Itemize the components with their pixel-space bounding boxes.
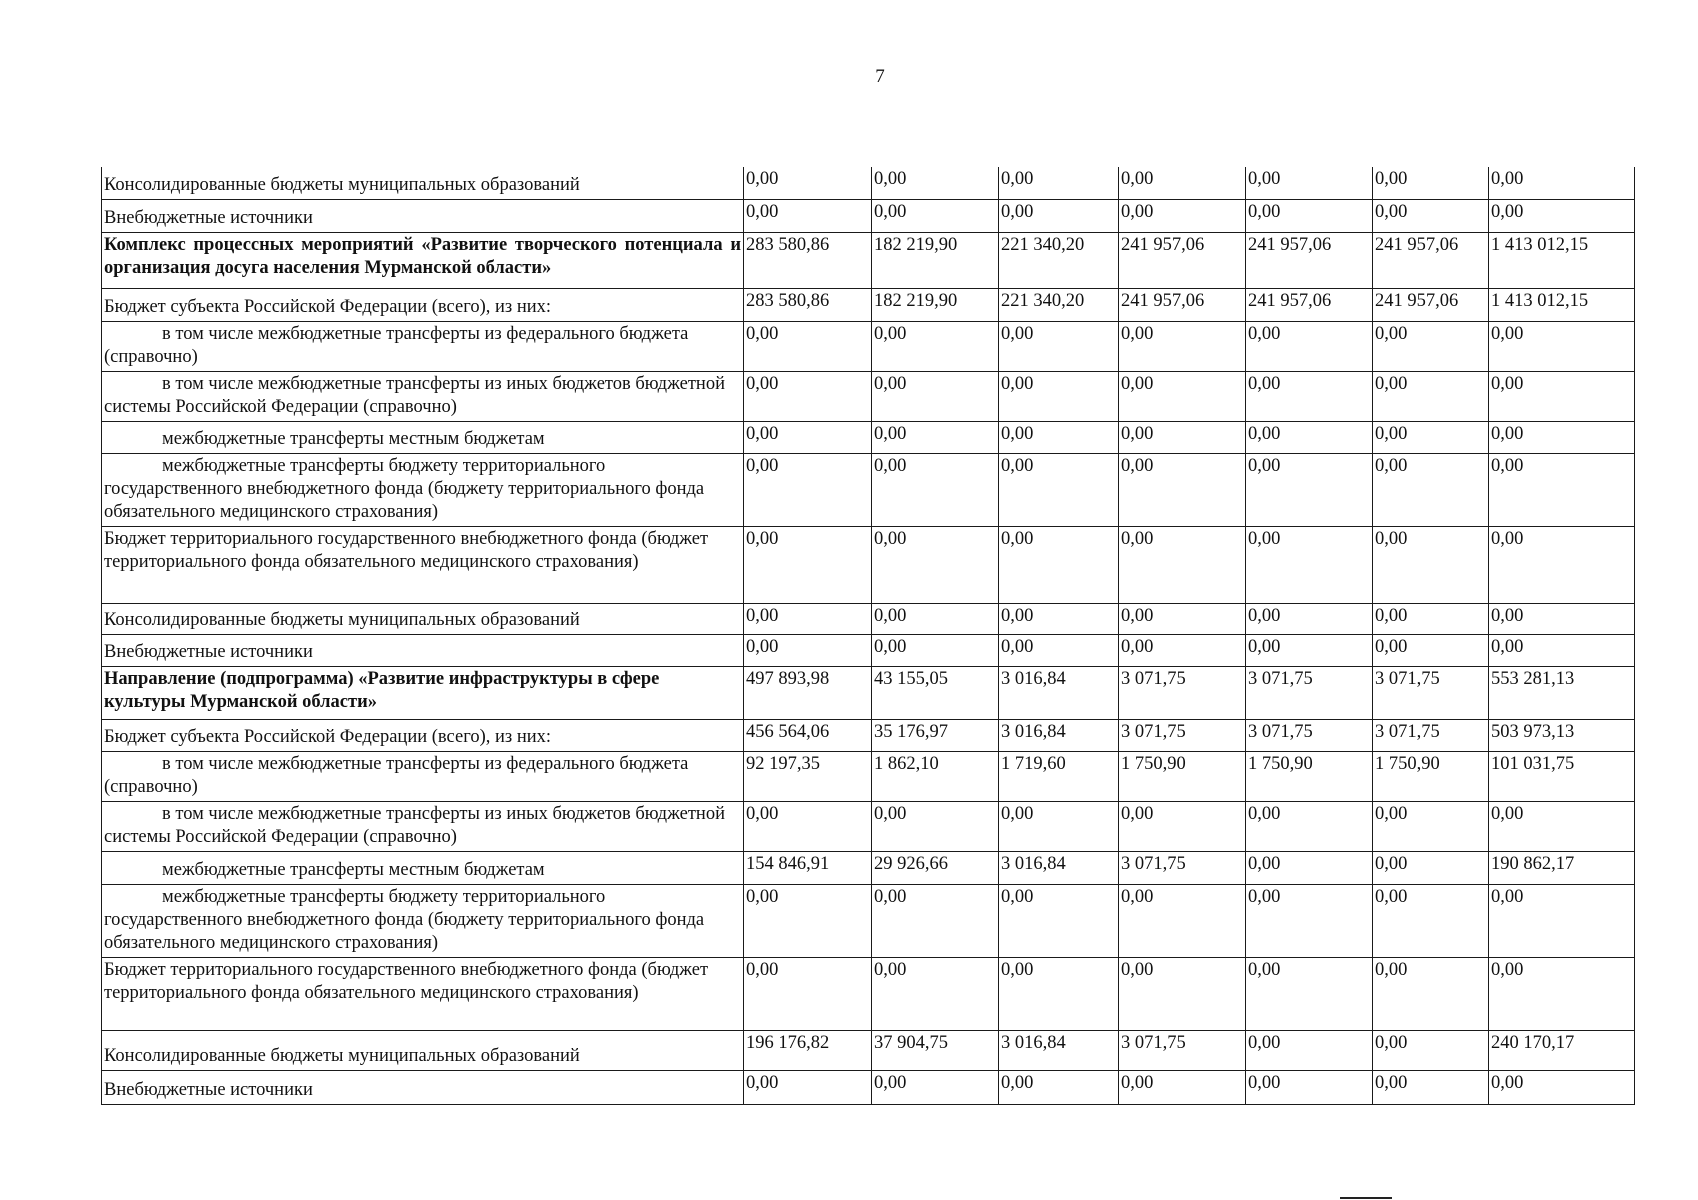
value-cell: 0,00 xyxy=(1489,957,1635,1030)
table-row xyxy=(102,232,1635,288)
value-cell: 0,00 xyxy=(1119,1070,1246,1104)
row-label: Консолидированные бюджеты муниципальных образований xyxy=(102,1030,744,1070)
table-row xyxy=(102,453,1635,526)
row-label: межбюджетные трансферты бюджету территориального государственного внебюджетного фонда (бюджету территориального фонда обязательного медицинского страхования) xyxy=(102,884,744,957)
value-cell: 0,00 xyxy=(1246,453,1373,526)
table-row xyxy=(102,801,1635,851)
value-cell: 3 071,75 xyxy=(1373,666,1489,719)
value-cell: 0,00 xyxy=(1373,371,1489,421)
row-label: межбюджетные трансферты местным бюджетам xyxy=(102,421,744,453)
value-cell: 0,00 xyxy=(999,453,1119,526)
value-cell: 0,00 xyxy=(1373,957,1489,1030)
value-cell: 241 957,06 xyxy=(1246,232,1373,288)
value-cell: 35 176,97 xyxy=(872,719,999,751)
table-row xyxy=(102,666,1635,719)
table-row xyxy=(102,603,1635,634)
value-cell: 283 580,86 xyxy=(744,232,872,288)
value-cell: 0,00 xyxy=(744,884,872,957)
value-cell: 0,00 xyxy=(744,371,872,421)
value-cell: 0,00 xyxy=(1373,167,1489,199)
value-cell: 29 926,66 xyxy=(872,851,999,884)
value-cell: 0,00 xyxy=(1246,957,1373,1030)
value-cell: 0,00 xyxy=(1373,801,1489,851)
value-cell: 0,00 xyxy=(1119,634,1246,666)
value-cell: 503 973,13 xyxy=(1489,719,1635,751)
value-cell: 240 170,17 xyxy=(1489,1030,1635,1070)
value-cell: 1 750,90 xyxy=(1246,751,1373,801)
row-label: Консолидированные бюджеты муниципальных образований xyxy=(102,603,744,634)
value-cell: 0,00 xyxy=(744,453,872,526)
value-cell: 456 564,06 xyxy=(744,719,872,751)
value-cell: 221 340,20 xyxy=(999,232,1119,288)
value-cell: 0,00 xyxy=(1246,371,1373,421)
value-cell: 0,00 xyxy=(1489,1070,1635,1104)
table-row xyxy=(102,851,1635,884)
value-cell: 196 176,82 xyxy=(744,1030,872,1070)
value-cell: 0,00 xyxy=(1119,603,1246,634)
value-cell: 1 413 012,15 xyxy=(1489,232,1635,288)
value-cell: 0,00 xyxy=(744,634,872,666)
row-label: Внебюджетные источники xyxy=(102,634,744,666)
value-cell: 0,00 xyxy=(1246,851,1373,884)
row-label: Бюджет территориального государственного внебюджетного фонда (бюджет территориального фонда обязательного медицинского страхования) xyxy=(102,526,744,603)
page-number: 7 xyxy=(875,66,885,87)
value-cell: 221 340,20 xyxy=(999,288,1119,321)
table-row xyxy=(102,634,1635,666)
value-cell: 0,00 xyxy=(872,884,999,957)
value-cell: 0,00 xyxy=(744,1070,872,1104)
table-row xyxy=(102,751,1635,801)
value-cell: 0,00 xyxy=(1246,1030,1373,1070)
value-cell: 0,00 xyxy=(1489,199,1635,232)
row-label: Бюджет субъекта Российской Федерации (всего), из них: xyxy=(102,288,744,321)
value-cell: 0,00 xyxy=(744,957,872,1030)
value-cell: 190 862,17 xyxy=(1489,851,1635,884)
value-cell: 0,00 xyxy=(872,421,999,453)
row-label: в том числе межбюджетные трансферты из федерального бюджета (справочно) xyxy=(102,321,744,371)
value-cell: 0,00 xyxy=(1373,453,1489,526)
value-cell: 3 016,84 xyxy=(999,1030,1119,1070)
value-cell: 0,00 xyxy=(999,167,1119,199)
row-label: Комплекс процессных мероприятий «Развитие творческого потенциала и организация досуга населения Мурманской области» xyxy=(102,232,744,288)
value-cell: 0,00 xyxy=(1373,421,1489,453)
value-cell: 0,00 xyxy=(872,167,999,199)
value-cell: 0,00 xyxy=(1119,801,1246,851)
row-label: Направление (подпрограмма) «Развитие инфраструктуры в сфере культуры Мурманской области» xyxy=(102,666,744,719)
value-cell: 182 219,90 xyxy=(872,232,999,288)
value-cell: 0,00 xyxy=(1373,526,1489,603)
value-cell: 241 957,06 xyxy=(1246,288,1373,321)
value-cell: 0,00 xyxy=(1489,526,1635,603)
value-cell: 0,00 xyxy=(999,526,1119,603)
table-row xyxy=(102,719,1635,751)
table-row xyxy=(102,321,1635,371)
value-cell: 0,00 xyxy=(872,634,999,666)
value-cell: 0,00 xyxy=(1119,199,1246,232)
row-label: Бюджет территориального государственного внебюджетного фонда (бюджет территориального фонда обязательного медицинского страхования) xyxy=(102,957,744,1030)
scan-mark-divider xyxy=(1340,1197,1392,1199)
value-cell: 101 031,75 xyxy=(1489,751,1635,801)
value-cell: 0,00 xyxy=(1246,199,1373,232)
value-cell: 3 071,75 xyxy=(1119,666,1246,719)
value-cell: 0,00 xyxy=(999,884,1119,957)
value-cell: 3 071,75 xyxy=(1246,666,1373,719)
value-cell: 0,00 xyxy=(999,421,1119,453)
value-cell: 0,00 xyxy=(1246,321,1373,371)
value-cell: 241 957,06 xyxy=(1119,232,1246,288)
value-cell: 0,00 xyxy=(999,321,1119,371)
value-cell: 0,00 xyxy=(1373,884,1489,957)
value-cell: 3 016,84 xyxy=(999,666,1119,719)
value-cell: 0,00 xyxy=(872,199,999,232)
value-cell: 37 904,75 xyxy=(872,1030,999,1070)
value-cell: 241 957,06 xyxy=(1119,288,1246,321)
table-row xyxy=(102,199,1635,232)
value-cell: 3 016,84 xyxy=(999,851,1119,884)
value-cell: 0,00 xyxy=(1373,634,1489,666)
value-cell: 0,00 xyxy=(1373,199,1489,232)
row-label: Внебюджетные источники xyxy=(102,1070,744,1104)
value-cell: 0,00 xyxy=(1246,603,1373,634)
value-cell: 0,00 xyxy=(1373,851,1489,884)
value-cell: 0,00 xyxy=(1489,884,1635,957)
value-cell: 0,00 xyxy=(872,371,999,421)
value-cell: 0,00 xyxy=(999,1070,1119,1104)
value-cell: 0,00 xyxy=(1246,884,1373,957)
value-cell: 0,00 xyxy=(1246,421,1373,453)
value-cell: 0,00 xyxy=(1489,371,1635,421)
value-cell: 0,00 xyxy=(744,167,872,199)
table-row xyxy=(102,957,1635,1030)
value-cell: 0,00 xyxy=(1489,603,1635,634)
value-cell: 0,00 xyxy=(1246,801,1373,851)
value-cell: 0,00 xyxy=(1373,603,1489,634)
value-cell: 497 893,98 xyxy=(744,666,872,719)
value-cell: 241 957,06 xyxy=(1373,288,1489,321)
value-cell: 0,00 xyxy=(999,603,1119,634)
table-row xyxy=(102,288,1635,321)
value-cell: 43 155,05 xyxy=(872,666,999,719)
value-cell: 1 750,90 xyxy=(1119,751,1246,801)
value-cell: 1 862,10 xyxy=(872,751,999,801)
value-cell: 3 016,84 xyxy=(999,719,1119,751)
row-label: межбюджетные трансферты местным бюджетам xyxy=(102,851,744,884)
value-cell: 0,00 xyxy=(1373,1030,1489,1070)
value-cell: 0,00 xyxy=(1246,167,1373,199)
budget-table xyxy=(101,167,1635,1105)
value-cell: 0,00 xyxy=(1119,321,1246,371)
value-cell: 0,00 xyxy=(872,526,999,603)
row-label: в том числе межбюджетные трансферты из федерального бюджета (справочно) xyxy=(102,751,744,801)
value-cell: 0,00 xyxy=(999,199,1119,232)
row-label: в том числе межбюджетные трансферты из иных бюджетов бюджетной системы Российской Федерации (справочно) xyxy=(102,371,744,421)
value-cell: 0,00 xyxy=(1246,634,1373,666)
value-cell: 0,00 xyxy=(1119,526,1246,603)
value-cell: 92 197,35 xyxy=(744,751,872,801)
value-cell: 0,00 xyxy=(872,321,999,371)
value-cell: 0,00 xyxy=(1119,371,1246,421)
value-cell: 0,00 xyxy=(1119,421,1246,453)
value-cell: 0,00 xyxy=(999,634,1119,666)
value-cell: 3 071,75 xyxy=(1119,851,1246,884)
value-cell: 0,00 xyxy=(1119,167,1246,199)
table-row xyxy=(102,371,1635,421)
value-cell: 553 281,13 xyxy=(1489,666,1635,719)
value-cell: 0,00 xyxy=(1489,453,1635,526)
value-cell: 3 071,75 xyxy=(1373,719,1489,751)
table-row xyxy=(102,884,1635,957)
value-cell: 0,00 xyxy=(1373,321,1489,371)
table-row xyxy=(102,1030,1635,1070)
value-cell: 0,00 xyxy=(872,1070,999,1104)
value-cell: 0,00 xyxy=(1246,526,1373,603)
value-cell: 0,00 xyxy=(872,801,999,851)
value-cell: 0,00 xyxy=(744,603,872,634)
value-cell: 0,00 xyxy=(1489,421,1635,453)
value-cell: 0,00 xyxy=(999,957,1119,1030)
value-cell: 0,00 xyxy=(744,321,872,371)
value-cell: 0,00 xyxy=(872,957,999,1030)
value-cell: 283 580,86 xyxy=(744,288,872,321)
value-cell: 3 071,75 xyxy=(1119,1030,1246,1070)
value-cell: 0,00 xyxy=(1489,634,1635,666)
value-cell: 0,00 xyxy=(1373,1070,1489,1104)
value-cell: 0,00 xyxy=(1119,453,1246,526)
value-cell: 182 219,90 xyxy=(872,288,999,321)
value-cell: 0,00 xyxy=(744,801,872,851)
value-cell: 0,00 xyxy=(872,453,999,526)
table-row xyxy=(102,167,1635,199)
value-cell: 0,00 xyxy=(744,421,872,453)
row-label: межбюджетные трансферты бюджету территориального государственного внебюджетного фонда (бюджету территориального фонда обязательного медицинского страхования) xyxy=(102,453,744,526)
table-row xyxy=(102,526,1635,603)
value-cell: 0,00 xyxy=(1489,801,1635,851)
value-cell: 0,00 xyxy=(1246,1070,1373,1104)
value-cell: 154 846,91 xyxy=(744,851,872,884)
row-label: Бюджет субъекта Российской Федерации (всего), из них: xyxy=(102,719,744,751)
value-cell: 0,00 xyxy=(1489,321,1635,371)
row-label: в том числе межбюджетные трансферты из иных бюджетов бюджетной системы Российской Федерации (справочно) xyxy=(102,801,744,851)
value-cell: 1 413 012,15 xyxy=(1489,288,1635,321)
value-cell: 0,00 xyxy=(999,371,1119,421)
value-cell: 0,00 xyxy=(744,199,872,232)
value-cell: 0,00 xyxy=(1119,957,1246,1030)
table-row xyxy=(102,421,1635,453)
value-cell: 0,00 xyxy=(1489,167,1635,199)
value-cell: 1 719,60 xyxy=(999,751,1119,801)
table-row xyxy=(102,1070,1635,1104)
value-cell: 0,00 xyxy=(1119,884,1246,957)
row-label: Внебюджетные источники xyxy=(102,199,744,232)
row-label: Консолидированные бюджеты муниципальных образований xyxy=(102,167,744,199)
value-cell: 241 957,06 xyxy=(1373,232,1489,288)
value-cell: 0,00 xyxy=(999,801,1119,851)
value-cell: 1 750,90 xyxy=(1373,751,1489,801)
value-cell: 0,00 xyxy=(872,603,999,634)
value-cell: 0,00 xyxy=(744,526,872,603)
value-cell: 3 071,75 xyxy=(1119,719,1246,751)
value-cell: 3 071,75 xyxy=(1246,719,1373,751)
